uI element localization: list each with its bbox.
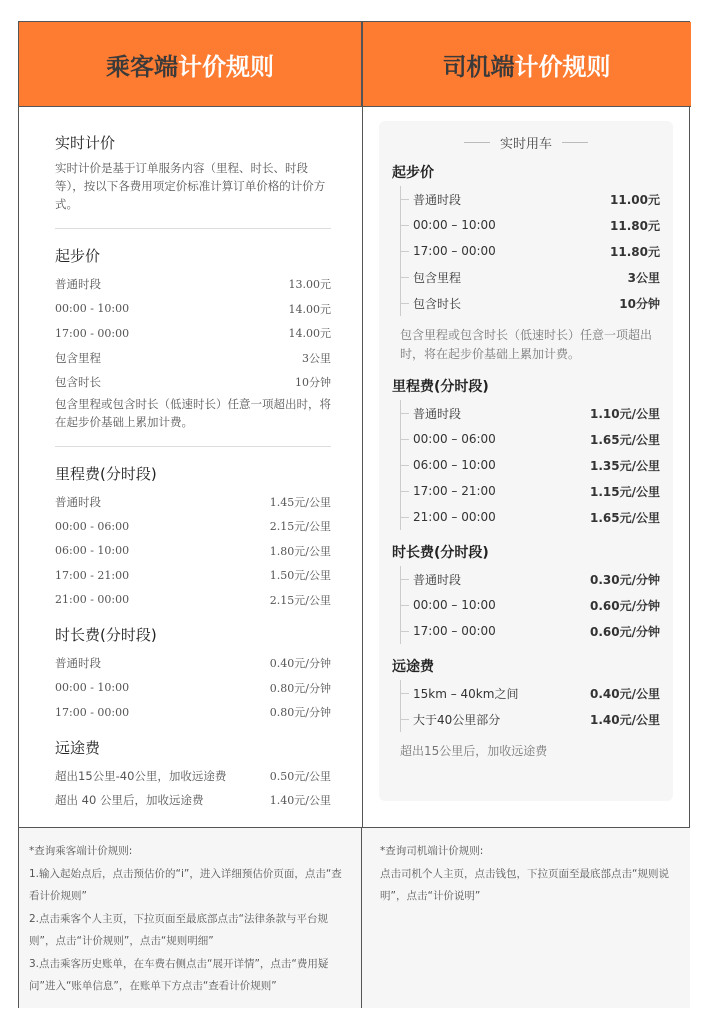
row-value: 0.30元/分钟 <box>590 572 660 587</box>
row-label: 00:00 - 10:00 <box>55 302 130 316</box>
row-label: 普通时段 <box>55 494 101 509</box>
price-row <box>55 563 331 588</box>
row-value: 14.00元 <box>288 302 331 316</box>
row-value: 10分钟 <box>619 296 660 311</box>
section-note: 包含里程或包含时长（低速时长）任意一项超出时，将在起步价基础上累加计费。 <box>55 396 331 429</box>
row-value: 1.80元/公里 <box>269 544 331 558</box>
price-row <box>401 400 660 426</box>
price-row <box>401 592 660 618</box>
row-label: 包含里程 <box>413 270 462 285</box>
row-label: 包含里程 <box>55 350 101 365</box>
section-note: 包含里程或包含时长（低速时长）任意一项超出时，将在起步价基础上累加计费。 <box>400 328 653 361</box>
price-row <box>401 426 660 452</box>
section-title: 时长费(分时段) <box>55 626 157 644</box>
row-label: 00:00 – 10:00 <box>413 218 496 232</box>
price-row <box>55 588 331 613</box>
row-value: 10分钟 <box>295 376 331 390</box>
row-value: 11.00元 <box>610 192 660 207</box>
section-title: 实时计价 <box>55 134 116 152</box>
section-title: 远途费 <box>392 659 434 675</box>
row-label: 06:00 – 10:00 <box>413 458 496 472</box>
price-row <box>55 321 331 346</box>
section-title: 远途费 <box>55 738 101 757</box>
price-row <box>401 706 660 732</box>
passenger-footer <box>19 827 362 1008</box>
row-value: 1.35元/公里 <box>590 458 660 473</box>
price-row <box>401 478 660 504</box>
row-label: 17:00 – 00:00 <box>413 624 496 638</box>
row-value: 0.40元/分钟 <box>269 657 331 671</box>
driver-header: 司机端 计价规则 <box>362 22 691 107</box>
row-value: 1.65元/公里 <box>590 432 660 447</box>
price-row <box>55 651 331 676</box>
price-row <box>401 452 660 478</box>
row-label: 06:00 - 10:00 <box>55 544 130 558</box>
row-value: 3公里 <box>302 351 331 365</box>
footer-line: *查询乘客端计价规则: <box>29 845 133 857</box>
divider <box>55 446 331 447</box>
price-row <box>55 539 331 564</box>
row-value: 14.00元 <box>288 327 331 341</box>
row-label: 普通时段 <box>413 192 462 207</box>
section-title: 起步价 <box>392 165 434 181</box>
row-value: 13.00元 <box>288 278 331 292</box>
row-label: 00:00 - 10:00 <box>55 681 130 695</box>
row-value: 1.40元/公里 <box>269 794 331 808</box>
price-row <box>55 788 331 813</box>
price-row <box>401 264 660 290</box>
row-label: 00:00 - 06:00 <box>55 519 130 533</box>
divider <box>55 228 331 229</box>
price-row <box>401 212 660 238</box>
row-label: 00:00 – 06:00 <box>413 432 496 446</box>
price-row <box>55 514 331 539</box>
row-label: 17:00 – 21:00 <box>413 484 496 498</box>
price-row <box>401 290 660 316</box>
passenger-header: 乘客端 计价规则 <box>19 22 362 107</box>
price-row <box>55 272 331 297</box>
row-label: 17:00 - 00:00 <box>55 705 130 719</box>
price-row <box>55 297 331 322</box>
row-value: 1.65元/公里 <box>590 510 660 525</box>
row-label: 00:00 – 10:00 <box>413 598 496 612</box>
row-label: 21:00 - 00:00 <box>55 593 130 607</box>
row-value: 0.80元/分钟 <box>269 681 331 695</box>
footer-line: 点击司机个人主页，点击钱包，下拉页面至最底部点击“规则说明”，点击“计价说明” <box>380 867 669 902</box>
row-label: 17:00 – 00:00 <box>413 244 496 258</box>
price-row <box>55 676 331 701</box>
row-value: 0.60元/分钟 <box>590 598 660 613</box>
price-row <box>55 346 331 371</box>
row-value: 11.80元 <box>610 218 660 233</box>
price-row <box>401 186 660 212</box>
row-value: 11.80元 <box>610 244 660 259</box>
row-label: 普通时段 <box>413 572 462 587</box>
section-desc: 实时计价是基于订单服务内容（里程、时长、时段等），按以下各费用项定价标准计算订单价格的计价方式。 <box>55 161 326 211</box>
section-title: 时长费(分时段) <box>392 545 489 561</box>
pricing-table <box>18 21 690 1008</box>
row-value: 1.45元/公里 <box>269 495 331 509</box>
footer-line: 3.点击乘客历史账单，在车费右侧点击“展开详情”，点击“费用疑问”进入“账单信息”，在账单下方点击“查看计价规则” <box>29 957 329 992</box>
row-value: 3公里 <box>627 270 660 285</box>
row-label: 17:00 - 00:00 <box>55 326 130 340</box>
row-value: 2.15元/公里 <box>269 520 331 534</box>
row-label: 普通时段 <box>413 406 462 421</box>
row-label: 超出15公里-40公里，加收远途费 <box>55 768 227 783</box>
price-row <box>55 370 331 395</box>
price-row <box>55 700 331 725</box>
price-row <box>401 238 660 264</box>
row-value: 0.60元/分钟 <box>590 624 660 639</box>
row-value: 1.40元/公里 <box>590 712 660 727</box>
row-label: 包含时长 <box>55 375 101 390</box>
driver-card <box>379 121 673 801</box>
row-value: 1.10元/公里 <box>590 406 660 421</box>
row-label: 21:00 – 00:00 <box>413 510 496 524</box>
row-value: 0.40元/公里 <box>590 686 660 701</box>
price-row <box>55 764 331 789</box>
row-value: 0.80元/分钟 <box>269 706 331 720</box>
row-value: 2.15元/公里 <box>269 593 331 607</box>
row-label: 大于40公里部分 <box>413 712 501 727</box>
price-row <box>401 680 660 706</box>
row-value: 1.15元/公里 <box>590 484 660 499</box>
footer-line: 2.点击乘客个人主页，下拉页面至最底部点击“法律条款与平台规则”，点击“计价规则”，点击“规则明细” <box>29 912 328 947</box>
section-title: 起步价 <box>55 247 101 265</box>
row-label: 15km – 40km之间 <box>413 686 519 701</box>
price-row <box>401 504 660 530</box>
price-row <box>55 490 331 515</box>
driver-footer <box>362 827 690 1008</box>
footer-line: 1.输入起始点后，点击预估价的“i”，进入详细预估价页面，点击“查看计价规则” <box>29 867 342 902</box>
row-label: 17:00 - 21:00 <box>55 568 130 582</box>
section-title: 里程费(分时段) <box>55 464 157 483</box>
passenger-rules <box>55 132 331 813</box>
section-title: 里程费(分时段) <box>392 379 489 395</box>
row-label: 普通时段 <box>55 656 101 671</box>
row-label: 包含时长 <box>413 296 462 311</box>
row-value: 1.50元/公里 <box>269 569 331 583</box>
row-label: 普通时段 <box>55 277 101 292</box>
footer-line: *查询司机端计价规则: <box>380 845 484 857</box>
row-label: 超出 40 公里后，加收远途费 <box>55 793 204 808</box>
price-row <box>401 618 660 644</box>
section-note: 超出15公里后，加收远途费 <box>400 744 548 758</box>
card-title: 实时用车 <box>392 133 660 152</box>
row-value: 0.50元/公里 <box>269 769 331 783</box>
price-row <box>401 566 660 592</box>
